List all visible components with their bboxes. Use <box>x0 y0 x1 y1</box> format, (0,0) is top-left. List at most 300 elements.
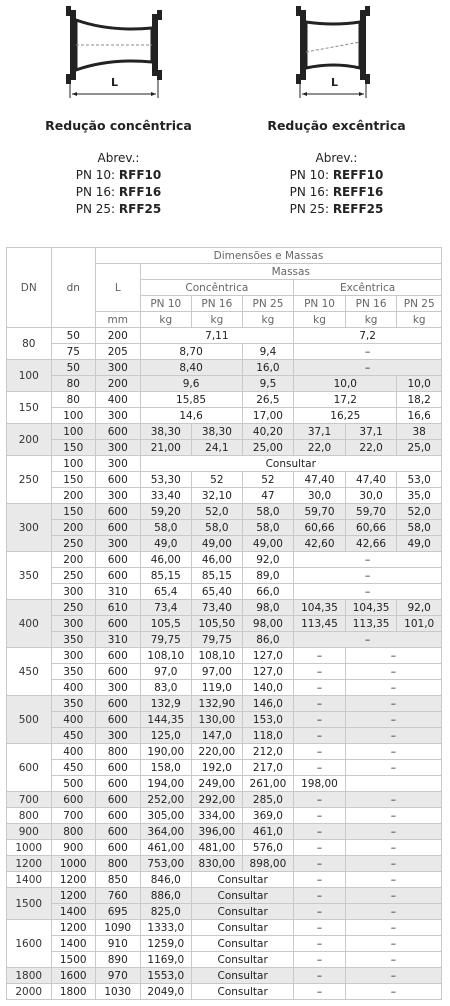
code-pn-label: PN 16: <box>75 185 116 199</box>
header-l: L <box>96 264 141 312</box>
cell-mass: 97,00 <box>192 664 243 680</box>
cell-length: 1030 <box>96 984 141 1000</box>
cell-length: 400 <box>96 392 141 408</box>
cell-mass: 830,00 <box>192 856 243 872</box>
cell-mass: Consultar <box>192 968 294 984</box>
code-value: REFF16 <box>332 185 384 199</box>
cell-length: 300 <box>96 408 141 424</box>
cell-mass: 98,0 <box>242 600 294 616</box>
cell-length: 970 <box>96 968 141 984</box>
table-row <box>7 728 442 744</box>
cell-mass: Consultar <box>192 888 294 904</box>
dn-group <box>7 744 442 792</box>
cell-dn: 100 <box>7 360 52 392</box>
dn-group <box>7 424 442 456</box>
cell-mass: 153,0 <box>242 712 294 728</box>
dn-group <box>7 648 442 696</box>
table-row <box>7 552 442 568</box>
abrev-label: Abrev.: <box>315 151 358 165</box>
table-row <box>7 680 442 696</box>
cell-length: 600 <box>96 648 141 664</box>
eccentric-codes <box>224 150 449 218</box>
cell-mass: 396,00 <box>192 824 243 840</box>
cell-mass: 92,0 <box>397 600 442 616</box>
table-row <box>7 568 442 584</box>
cell-mass: 59,70 <box>294 504 346 520</box>
cell-length: 310 <box>96 632 141 648</box>
table-row <box>7 376 442 392</box>
cell-length: 760 <box>96 888 141 904</box>
header-pn: PN 10 <box>294 296 346 312</box>
cell-mass: 58,0 <box>140 520 192 536</box>
table-row <box>7 632 442 648</box>
cell-mass: – <box>345 888 441 904</box>
cell-mass: 113,35 <box>345 616 397 632</box>
cell-dn-small: 300 <box>51 648 96 664</box>
header-unit: mm <box>96 312 141 328</box>
table-row <box>7 344 442 360</box>
cell-dn-small: 150 <box>51 472 96 488</box>
table-row <box>7 872 442 888</box>
dn-group <box>7 360 442 392</box>
cell-mass: 25,0 <box>397 440 442 456</box>
dimensions-masses-table <box>6 247 442 1000</box>
cell-dn: 150 <box>7 392 52 424</box>
cell-mass: 97,0 <box>140 664 192 680</box>
cell-mass: 79,75 <box>192 632 243 648</box>
dn-group <box>7 456 442 504</box>
cell-dn-small: 80 <box>51 392 96 408</box>
cell-mass: – <box>294 744 346 760</box>
cell-mass: – <box>345 904 441 920</box>
cell-mass: – <box>294 984 346 1000</box>
table-row <box>7 744 442 760</box>
dn-group <box>7 840 442 856</box>
table-row <box>7 600 442 616</box>
cell-dn-small: 1500 <box>51 952 96 968</box>
cell-mass: – <box>294 696 346 712</box>
header-eccentric: Excêntrica <box>294 280 442 296</box>
cell-dn-small: 400 <box>51 680 96 696</box>
cell-mass: 37,1 <box>345 424 397 440</box>
cell-mass: – <box>294 968 346 984</box>
cell-dn-small: 800 <box>51 824 96 840</box>
cell-mass: – <box>294 664 346 680</box>
cell-dn-small: 1200 <box>51 888 96 904</box>
cell-dn: 450 <box>7 648 52 696</box>
table-row <box>7 504 442 520</box>
cell-mass: 42,66 <box>345 536 397 552</box>
cell-dn-small: 200 <box>51 488 96 504</box>
cell-mass: – <box>294 936 346 952</box>
cell-mass: 105,5 <box>140 616 192 632</box>
cell-mass: 158,0 <box>140 760 192 776</box>
cell-mass: – <box>294 568 442 584</box>
cell-mass: – <box>294 648 346 664</box>
table-row <box>7 616 442 632</box>
cell-mass: 58,0 <box>397 520 442 536</box>
cell-mass: 9,4 <box>242 344 294 360</box>
concentric-title: Redução concêntrica <box>45 118 192 133</box>
cell-mass: 65,4 <box>140 584 192 600</box>
cell-length: 600 <box>96 696 141 712</box>
cell-mass: 7,11 <box>140 328 294 344</box>
cell-dn-small: 200 <box>51 520 96 536</box>
cell-mass: 92,0 <box>242 552 294 568</box>
header-unit: kg <box>345 312 397 328</box>
cell-dn-small: 200 <box>51 552 96 568</box>
cell-dn: 80 <box>7 328 52 360</box>
cell-mass: 15,85 <box>140 392 242 408</box>
cell-dn-small: 250 <box>51 568 96 584</box>
cell-mass: 16,6 <box>397 408 442 424</box>
cell-mass: 2049,0 <box>140 984 192 1000</box>
cell-mass: 825,0 <box>140 904 192 920</box>
cell-length: 205 <box>96 344 141 360</box>
cell-mass: 132,9 <box>140 696 192 712</box>
cell-length: 600 <box>96 808 141 824</box>
cell-dn-small: 1000 <box>51 856 96 872</box>
cell-mass: 49,0 <box>397 536 442 552</box>
cell-mass: 192,0 <box>192 760 243 776</box>
table-header <box>7 248 442 328</box>
cell-dn-small: 100 <box>51 424 96 440</box>
cell-length: 600 <box>96 472 141 488</box>
cell-mass: 30,0 <box>345 488 397 504</box>
cell-dn-small: 250 <box>51 536 96 552</box>
cell-length: 600 <box>96 712 141 728</box>
cell-mass: – <box>294 712 346 728</box>
cell-length: 300 <box>96 440 141 456</box>
cell-mass: 47,40 <box>294 472 346 488</box>
cell-dn-small: 100 <box>51 456 96 472</box>
cell-mass: – <box>345 968 441 984</box>
cell-length: 695 <box>96 904 141 920</box>
code-value: REFF25 <box>332 202 384 216</box>
header-unit: kg <box>242 312 294 328</box>
cell-mass: 46,00 <box>192 552 243 568</box>
cell-dn-small: 350 <box>51 696 96 712</box>
cell-length: 600 <box>96 424 141 440</box>
cell-mass: 58,0 <box>242 504 294 520</box>
cell-mass: 249,00 <box>192 776 243 792</box>
cell-mass: Consultar <box>192 872 294 888</box>
table-row <box>7 712 442 728</box>
cell-mass: – <box>294 344 442 360</box>
concentric-codes <box>6 150 231 218</box>
table-row <box>7 408 442 424</box>
cell-mass: 104,35 <box>294 600 346 616</box>
table-row <box>7 536 442 552</box>
cell-mass: 85,15 <box>192 568 243 584</box>
cell-mass: – <box>345 760 441 776</box>
cell-mass: – <box>345 984 441 1000</box>
cell-dn-small: 80 <box>51 376 96 392</box>
table-row <box>7 440 442 456</box>
dn-group <box>7 856 442 872</box>
cell-mass: 52,0 <box>192 504 243 520</box>
code-pn-label: PN 16: <box>289 185 329 199</box>
cell-mass: 52,0 <box>397 504 442 520</box>
table-row <box>7 424 442 440</box>
cell-mass: 38,30 <box>140 424 192 440</box>
cell-mass: – <box>345 728 441 744</box>
cell-mass: – <box>345 872 441 888</box>
dn-group <box>7 824 442 840</box>
cell-mass: – <box>294 632 442 648</box>
cell-dn: 1800 <box>7 968 52 984</box>
table-row <box>7 968 442 984</box>
cell-length: 600 <box>96 760 141 776</box>
dn-group <box>7 968 442 984</box>
cell-mass: – <box>294 952 346 968</box>
table-row <box>7 840 442 856</box>
cell-dn-small: 50 <box>51 360 96 376</box>
cell-mass: 22,0 <box>345 440 397 456</box>
cell-mass: 369,0 <box>242 808 294 824</box>
cell-length: 300 <box>96 488 141 504</box>
cell-mass: 46,00 <box>140 552 192 568</box>
cell-length: 850 <box>96 872 141 888</box>
cell-mass: 26,5 <box>242 392 294 408</box>
cell-mass: 52 <box>242 472 294 488</box>
cell-mass: – <box>345 824 441 840</box>
cell-mass: 105,50 <box>192 616 243 632</box>
code-line <box>6 167 231 184</box>
cell-mass: – <box>345 680 441 696</box>
header-concentric: Concêntrica <box>140 280 294 296</box>
cell-mass: 60,66 <box>294 520 346 536</box>
cell-dn-small: 500 <box>51 776 96 792</box>
cell-mass: 49,00 <box>242 536 294 552</box>
cell-mass: 292,00 <box>192 792 243 808</box>
cell-dn: 2000 <box>7 984 52 1000</box>
cell-mass: – <box>294 888 346 904</box>
cell-length: 800 <box>96 744 141 760</box>
cell-mass: 38 <box>397 424 442 440</box>
cell-mass: 190,00 <box>140 744 192 760</box>
cell-mass: – <box>294 904 346 920</box>
cell-mass: – <box>345 840 441 856</box>
cell-mass: 17,2 <box>294 392 397 408</box>
cell-dn: 1600 <box>7 920 52 968</box>
cell-mass: 886,0 <box>140 888 192 904</box>
table-row <box>7 328 442 344</box>
code-pn-label: PN 25: <box>75 202 116 216</box>
header-unit: kg <box>294 312 346 328</box>
cell-mass: 127,0 <box>242 664 294 680</box>
cell-mass: – <box>294 872 346 888</box>
code-line <box>6 184 231 201</box>
table-row <box>7 392 442 408</box>
cell-mass: – <box>345 952 441 968</box>
cell-mass: 144,35 <box>140 712 192 728</box>
cell-mass: 73,4 <box>140 600 192 616</box>
dn-group <box>7 920 442 968</box>
cell-mass: 42,60 <box>294 536 346 552</box>
cell-mass: 21,00 <box>140 440 192 456</box>
cell-mass: Consultar <box>192 920 294 936</box>
cell-mass: 53,30 <box>140 472 192 488</box>
cell-length: 600 <box>96 776 141 792</box>
cell-dn: 200 <box>7 424 52 456</box>
header-unit: kg <box>140 312 192 328</box>
cell-mass: – <box>294 360 442 376</box>
code-pn-label: PN 10: <box>75 168 116 182</box>
cell-length: 910 <box>96 936 141 952</box>
cell-dn: 1500 <box>7 888 52 920</box>
dn-group <box>7 792 442 808</box>
cell-length: 200 <box>96 376 141 392</box>
cell-mass: 22,0 <box>294 440 346 456</box>
cell-mass: 38,30 <box>192 424 243 440</box>
table-row <box>7 456 442 472</box>
cell-dn: 600 <box>7 744 52 792</box>
cell-length: 200 <box>96 328 141 344</box>
cell-mass: 40,20 <box>242 424 294 440</box>
code-pn-label: PN 10: <box>289 168 329 182</box>
table-row <box>7 360 442 376</box>
cell-mass: – <box>294 824 346 840</box>
cell-mass: 1333,0 <box>140 920 192 936</box>
table-row <box>7 472 442 488</box>
cell-mass: – <box>294 552 442 568</box>
table-row <box>7 488 442 504</box>
cell-mass: 753,00 <box>140 856 192 872</box>
cell-dn: 800 <box>7 808 52 824</box>
header-dn: DN <box>7 248 52 328</box>
cell-mass: 9,5 <box>242 376 294 392</box>
cell-mass: – <box>345 648 441 664</box>
header-pn: PN 16 <box>192 296 243 312</box>
code-line <box>224 201 449 218</box>
cell-mass: 16,25 <box>294 408 397 424</box>
cell-mass: – <box>294 728 346 744</box>
cell-mass: 125,0 <box>140 728 192 744</box>
cell-dn-small: 700 <box>51 808 96 824</box>
cell-dn-small: 250 <box>51 600 96 616</box>
dn-group <box>7 872 442 888</box>
dimension-label-l: L <box>331 76 339 89</box>
dn-group <box>7 392 442 424</box>
cell-mass: 98,00 <box>242 616 294 632</box>
code-pn-label: PN 25: <box>289 202 329 216</box>
table-row <box>7 984 442 1000</box>
dimension-label-l: L <box>111 76 119 89</box>
table-row <box>7 696 442 712</box>
cell-mass: 252,00 <box>140 792 192 808</box>
cell-mass: 127,0 <box>242 648 294 664</box>
cell-dn: 900 <box>7 824 52 840</box>
cell-dn-small: 1600 <box>51 968 96 984</box>
cell-mass: 49,0 <box>140 536 192 552</box>
cell-mass: – <box>294 808 346 824</box>
cell-mass: 25,00 <box>242 440 294 456</box>
cell-mass: – <box>294 840 346 856</box>
cell-mass: 364,00 <box>140 824 192 840</box>
cell-mass: 194,00 <box>140 776 192 792</box>
cell-mass: 285,0 <box>242 792 294 808</box>
cell-mass: 8,40 <box>140 360 242 376</box>
cell-mass: 132,90 <box>192 696 243 712</box>
cell-length: 600 <box>96 568 141 584</box>
cell-dn-small: 150 <box>51 440 96 456</box>
table-row <box>7 648 442 664</box>
cell-length: 610 <box>96 600 141 616</box>
cell-mass: – <box>345 792 441 808</box>
header-unit: kg <box>192 312 243 328</box>
cell-mass: – <box>345 664 441 680</box>
table-row <box>7 952 442 968</box>
cell-mass: 104,35 <box>345 600 397 616</box>
table-row <box>7 792 442 808</box>
cell-mass: – <box>345 808 441 824</box>
table-row <box>7 824 442 840</box>
cell-length: 600 <box>96 792 141 808</box>
cell-mass: 8,70 <box>140 344 242 360</box>
dn-group <box>7 600 442 648</box>
code-line <box>6 201 231 218</box>
cell-mass: 37,1 <box>294 424 346 440</box>
cell-mass: 261,00 <box>242 776 294 792</box>
cell-length: 600 <box>96 824 141 840</box>
cell-mass: 212,0 <box>242 744 294 760</box>
cell-mass: 85,15 <box>140 568 192 584</box>
code-value: RFF25 <box>118 202 162 216</box>
cell-dn: 700 <box>7 792 52 808</box>
cell-mass: 220,00 <box>192 744 243 760</box>
cell-mass: – <box>294 920 346 936</box>
product-header <box>0 0 450 230</box>
cell-mass: 101,0 <box>397 616 442 632</box>
cell-mass: – <box>345 712 441 728</box>
cell-length: 600 <box>96 664 141 680</box>
cell-length: 300 <box>96 536 141 552</box>
cell-mass: 79,75 <box>140 632 192 648</box>
cell-mass: 60,66 <box>345 520 397 536</box>
header-masses: Massas <box>140 264 442 280</box>
dn-group <box>7 504 442 552</box>
cell-dn: 1200 <box>7 856 52 872</box>
cell-length: 300 <box>96 360 141 376</box>
cell-length: 600 <box>96 840 141 856</box>
cell-mass: 1169,0 <box>140 952 192 968</box>
cell-mass: 10,0 <box>294 376 397 392</box>
header-pn: PN 16 <box>345 296 397 312</box>
eccentric-reducer-drawing <box>284 6 394 98</box>
cell-dn-small: 450 <box>51 728 96 744</box>
cell-mass: – <box>294 680 346 696</box>
cell-mass: – <box>294 856 346 872</box>
cell-mass: 108,10 <box>140 648 192 664</box>
code-line <box>224 184 449 201</box>
cell-mass: – <box>345 744 441 760</box>
cell-dn: 500 <box>7 696 52 744</box>
cell-length: 300 <box>96 728 141 744</box>
cell-mass: 16,0 <box>242 360 294 376</box>
cell-mass: 59,70 <box>345 504 397 520</box>
cell-dn: 350 <box>7 552 52 600</box>
cell-mass: 30,0 <box>294 488 346 504</box>
cell-mass: 113,45 <box>294 616 346 632</box>
cell-mass: 17,00 <box>242 408 294 424</box>
cell-mass: 58,0 <box>242 520 294 536</box>
cell-dn-small: 1200 <box>51 920 96 936</box>
cell-dn-small: 300 <box>51 616 96 632</box>
cell-mass: 334,00 <box>192 808 243 824</box>
dn-group <box>7 552 442 600</box>
dn-group <box>7 696 442 744</box>
